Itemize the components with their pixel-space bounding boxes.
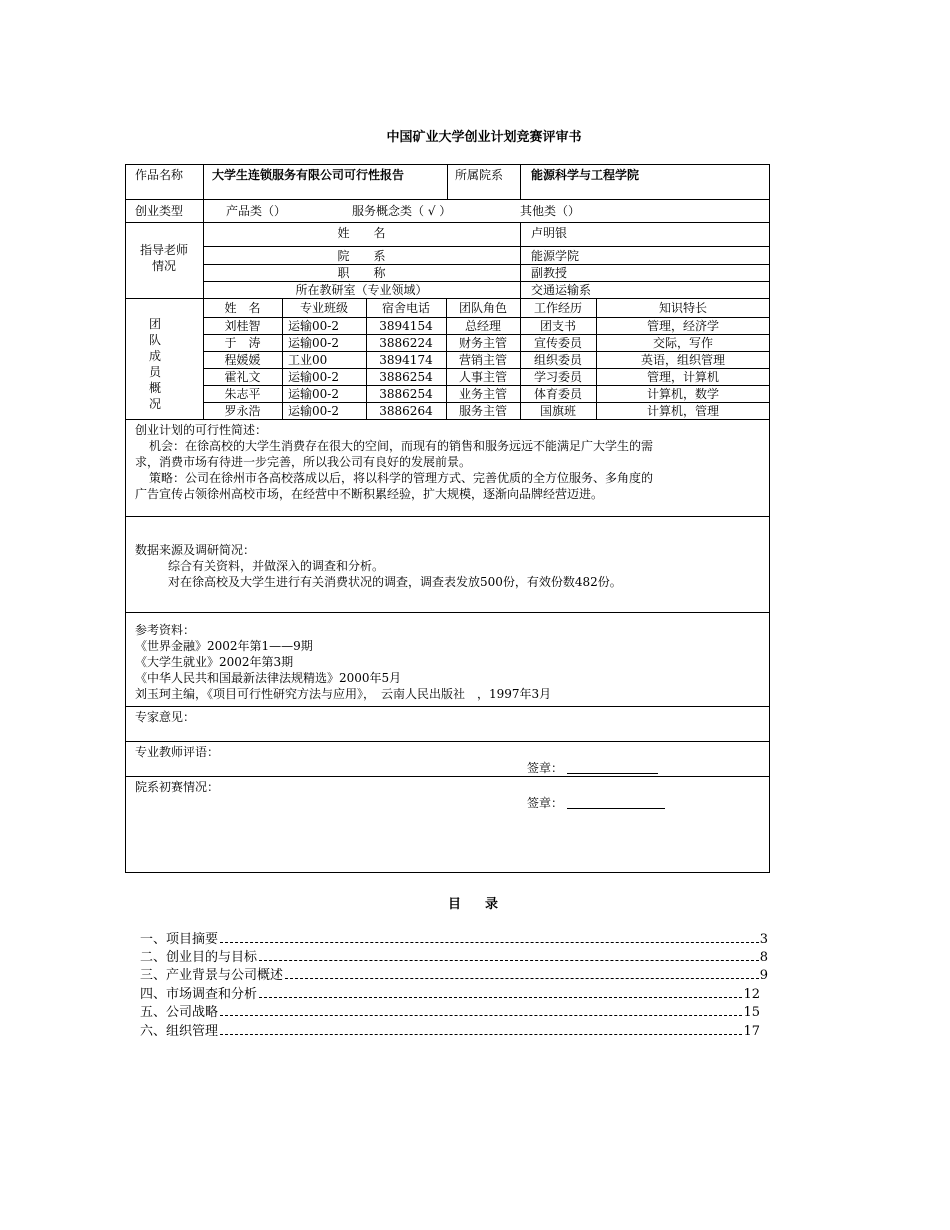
member-phone: 3886264 (379, 404, 433, 418)
expert-opinion-label: 专家意见： (135, 710, 196, 724)
member-role: 服务主管 (458, 404, 507, 418)
toc-leader (220, 1034, 742, 1035)
advisor-name-value: 卢明银 (531, 226, 568, 240)
row-divider (125, 612, 770, 613)
member-role: 总经理 (464, 319, 501, 333)
column-divider (447, 164, 448, 199)
toc-item-page: 9 (759, 968, 768, 983)
team-header-name: 姓 名 (224, 301, 261, 315)
member-experience: 宣传委员 (533, 336, 582, 350)
reference-item: 《世界金融》2002年第1——9期 (135, 639, 313, 653)
department-label: 所属院系 (455, 168, 504, 182)
reference-item: 《大学生就业》2002年第3期 (135, 655, 294, 669)
team-header-experience: 工作经历 (533, 301, 582, 315)
toc-item-label: 三、产业背景与公司概述 (140, 968, 284, 983)
member-phone: 3894154 (379, 319, 433, 333)
member-skills: 交际，写作 (652, 336, 713, 350)
row-divider (203, 402, 770, 403)
member-experience: 体育委员 (533, 387, 582, 401)
row-divider (125, 741, 770, 742)
member-name: 朱志平 (224, 387, 261, 401)
member-skills: 计算机，数学 (646, 387, 719, 401)
member-class: 运输00-2 (288, 319, 339, 333)
toc-item-page: 15 (743, 1005, 760, 1020)
teacher-sign-label: 签章： (527, 761, 564, 775)
toc-title: 目录 (448, 897, 523, 912)
member-skills: 管理，经济学 (646, 319, 719, 333)
team-header-class: 专业班级 (299, 301, 348, 315)
member-class: 运输00-2 (288, 404, 339, 418)
toc-item-page: 3 (759, 932, 768, 947)
row-divider (203, 246, 770, 247)
advisor-title-value: 副教授 (531, 266, 568, 280)
column-divider (520, 222, 521, 298)
toc-item[interactable] (140, 1022, 760, 1040)
toc-item-label: 二、创业目的与目标 (140, 950, 258, 965)
member-phone: 3886254 (379, 370, 433, 384)
feasibility-opportunity: 机会：在徐高校的大学生消费存在很大的空间，而现有的销售和服务远远不能满足广大学生的需 (149, 439, 654, 453)
feasibility-strategy-cont: 广告宣传占领徐州高校市场，在经营中不断积累经验，扩大规模，逐渐向品牌经营迈进。 (135, 487, 604, 501)
row-divider (125, 298, 770, 299)
advisor-label: 指导老师 (139, 243, 188, 257)
row-divider (203, 264, 770, 265)
member-name: 于 涛 (224, 336, 261, 350)
department-value: 能源科学与工程学院 (531, 168, 640, 182)
toc-item-label: 四、市场调查和分析 (140, 987, 258, 1002)
feasibility-heading: 创业计划的可行性简述： (135, 423, 268, 437)
feasibility-opportunity-cont: 求，消费市场有待进一步完善，所以我公司有良好的发展前景。 (135, 455, 472, 469)
toc-leader (259, 960, 759, 961)
toc-item-label: 五、公司战略 (140, 1005, 219, 1020)
toc-item-page: 12 (743, 987, 760, 1002)
toc-item-page: 17 (743, 1024, 760, 1039)
toc-leader (220, 942, 759, 943)
member-experience: 团支书 (539, 319, 576, 333)
college-signature-line[interactable] (567, 808, 665, 809)
advisor-office-label: 所在教研室（专业领域） (295, 283, 428, 297)
member-name: 霍礼文 (224, 370, 261, 384)
member-phone: 3886224 (379, 336, 433, 350)
teacher-signature-line[interactable] (567, 773, 658, 774)
type-other: 其他类（） (520, 204, 581, 218)
column-divider (282, 298, 283, 419)
page-title: 中国矿业大学创业计划竞赛评审书 (386, 130, 582, 145)
advisor-title-label: 职 称 (337, 266, 386, 280)
advisor-dept-value: 能源学院 (531, 249, 580, 263)
startup-type-label: 创业类型 (135, 204, 184, 218)
teacher-comment-label: 专业教师评语： (135, 745, 220, 759)
toc-item-label: 六、组织管理 (140, 1024, 219, 1039)
member-phone: 3886254 (379, 387, 433, 401)
reference-item: 《中华人民共和国最新法律法规精选》2000年5月 (135, 671, 402, 685)
team-header-skills: 知识特长 (658, 301, 707, 315)
row-divider (125, 222, 770, 223)
row-divider (125, 706, 770, 707)
member-name: 刘桂智 (224, 319, 261, 333)
team-header-phone: 宿舍电话 (381, 301, 430, 315)
member-skills: 英语，组织管理 (640, 353, 725, 367)
member-name: 罗永浩 (224, 404, 261, 418)
row-divider (125, 419, 770, 420)
member-skills: 管理，计算机 (646, 370, 719, 384)
reference-item: 刘玉珂主编，《项目可行性研究方法与应用》， 云南人民出版社 ，1997年3月 (135, 687, 552, 701)
member-class: 运输00-2 (288, 336, 339, 350)
member-class: 运输00-2 (288, 387, 339, 401)
row-divider (203, 351, 770, 352)
advisor-name-label: 姓 名 (337, 226, 386, 240)
college-sign-label: 签章： (527, 796, 564, 810)
research-line-2: 对在徐高校及大学生进行有关消费状况的调查，调查表发放500份，有效份数482份。 (168, 575, 622, 589)
member-class: 运输00-2 (288, 370, 339, 384)
advisor-dept-label: 院 系 (337, 249, 386, 263)
row-divider (203, 334, 770, 335)
member-phone: 3894174 (379, 353, 433, 367)
toc-leader (220, 1015, 742, 1016)
member-skills: 计算机，管理 (646, 404, 719, 418)
row-divider (125, 516, 770, 517)
toc-leader (285, 978, 759, 979)
advisor-label-line2: 情况 (151, 259, 176, 273)
toc-item[interactable] (140, 966, 768, 984)
column-divider (520, 164, 521, 199)
toc-item[interactable] (140, 948, 768, 966)
toc-item[interactable] (140, 1003, 760, 1021)
advisor-office-value: 交通运输系 (531, 283, 592, 297)
type-product: 产品类（） (226, 204, 287, 218)
row-divider (203, 281, 770, 282)
college-result-label: 院系初赛情况： (135, 780, 220, 794)
references-heading: 参考资料： (135, 623, 196, 637)
work-name-value: 大学生连锁服务有限公司可行性报告 (212, 168, 405, 182)
toc-item-label: 一、项目摘要 (140, 932, 219, 947)
row-divider (203, 317, 770, 318)
member-class: 工业00 (288, 353, 328, 367)
toc-item[interactable] (140, 930, 768, 948)
toc-leader (259, 997, 742, 998)
member-experience: 组织委员 (533, 353, 582, 367)
team-header-role: 团队角色 (458, 301, 507, 315)
row-divider (125, 199, 770, 200)
team-label: 团 队 成 员 概 况 (148, 317, 161, 411)
toc-item[interactable] (140, 985, 760, 1003)
member-role: 业务主管 (458, 387, 507, 401)
member-experience: 国旗班 (539, 404, 576, 418)
feasibility-strategy: 策略：公司在徐州市各高校落成以后，将以科学的管理方式、完善优质的全方位服务、多角度的 (149, 471, 654, 485)
member-role: 人事主管 (458, 370, 507, 384)
type-service: 服务概念类（ √ ） (352, 204, 452, 218)
toc-item-page: 8 (759, 950, 768, 965)
row-divider (203, 368, 770, 369)
member-experience: 学习委员 (533, 370, 582, 384)
row-divider (125, 776, 770, 777)
member-name: 程媛媛 (224, 353, 261, 367)
work-name-label: 作品名称 (135, 168, 184, 182)
member-role: 营销主管 (458, 353, 507, 367)
research-heading: 数据来源及调研简况： (135, 543, 256, 557)
member-role: 财务主管 (458, 336, 507, 350)
research-line-1: 综合有关资料，并做深入的调查和分析。 (168, 559, 385, 573)
row-divider (203, 385, 770, 386)
